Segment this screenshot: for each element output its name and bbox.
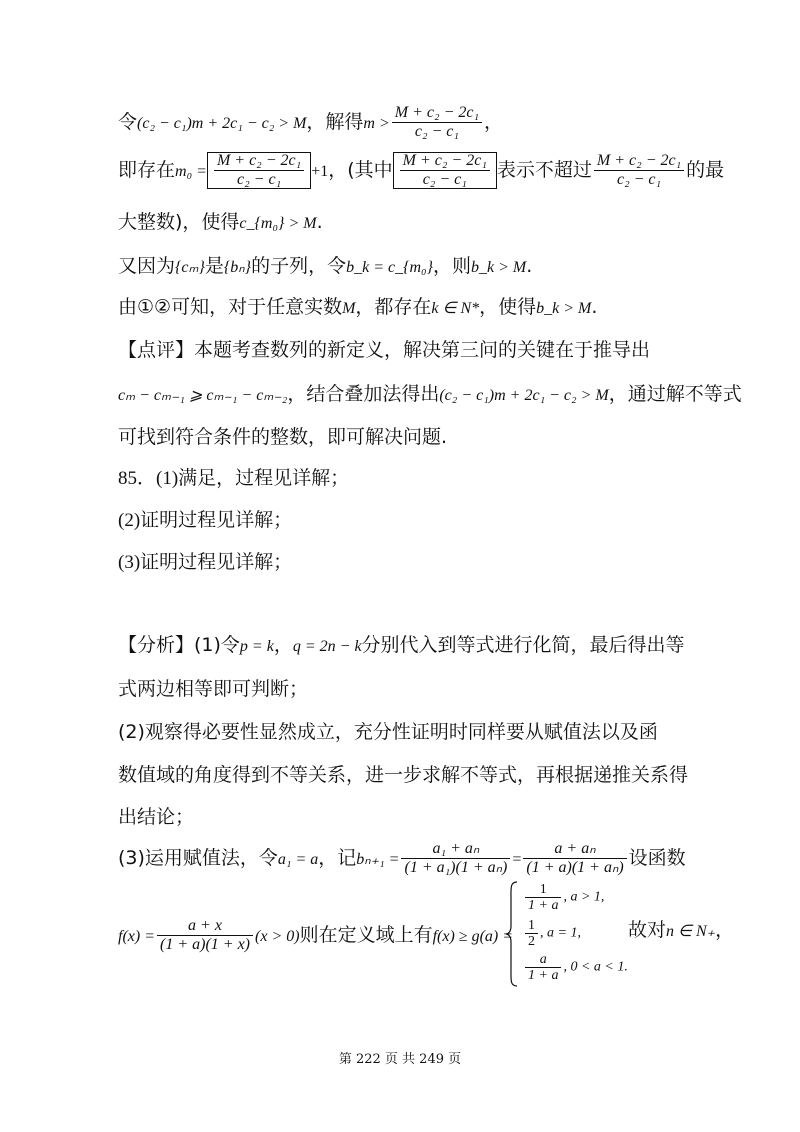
- case-condition: , 0 < a < 1.: [563, 959, 628, 975]
- text-fragment: 又因为: [118, 255, 176, 277]
- fraction-denominator: c₂ − c₁: [422, 171, 467, 188]
- text-fragment: 表示不超过: [496, 159, 592, 181]
- fraction-numerator: a₁ + aₙ: [401, 840, 510, 859]
- fraction-denominator: 1 + a: [528, 898, 559, 913]
- text-line-14: [118, 719, 658, 745]
- text-fragment: (2)观察得必要性显然成立，充分性证明时同样要从赋值法以及函: [118, 721, 658, 743]
- text-fragment: ，解得: [306, 111, 364, 133]
- text-fragment: ，通过解不等式: [608, 383, 742, 405]
- fraction-numerator: M + c₂ − 2c₁: [214, 152, 304, 171]
- math-expression: m₀ =: [175, 163, 207, 180]
- math-floor-bracket: [207, 152, 311, 189]
- text-fragment: 令: [118, 111, 138, 133]
- question-number: 85．(1): [118, 468, 179, 489]
- text-fragment: .: [316, 211, 323, 233]
- part-number: (3): [118, 552, 141, 573]
- text-line-10: [118, 507, 292, 534]
- text-line-2: [118, 152, 724, 189]
- text-fragment: .: [526, 255, 533, 277]
- text-fragment: ，结合叠加法得出: [287, 383, 440, 405]
- text-fragment: 分别代入到等式进行化简，最后得出等: [361, 634, 685, 656]
- text-line-13: [118, 676, 308, 702]
- fraction-denominator: c₂ − c₁: [616, 171, 662, 188]
- fraction-numerator: M + c₂ − 2c₁: [594, 152, 684, 171]
- math-expression: n ∈ N₊: [666, 923, 716, 940]
- text-fragment: 则在定义域上有: [299, 924, 433, 946]
- math-inequality: b_k > M: [471, 259, 527, 276]
- brace-icon: [505, 880, 519, 988]
- math-fraction: [392, 104, 482, 141]
- math-expression: =: [512, 851, 522, 868]
- fraction-numerator: a + x: [157, 917, 253, 936]
- math-fraction: [525, 882, 561, 913]
- math-set: {bₙ}: [223, 259, 252, 276]
- fraction-denominator: 2: [528, 934, 535, 949]
- math-inequality: (c₂ − c₁)m + 2c₁ − c₂ > M: [137, 115, 307, 132]
- math-expression: +1: [311, 163, 329, 180]
- text-line-16: [118, 804, 194, 830]
- text-fragment: 故对: [628, 919, 667, 941]
- text-line-9: [118, 465, 349, 492]
- math-floor-bracket: [393, 152, 497, 189]
- math-fraction: [525, 918, 538, 949]
- fraction-denominator: (1 + a₁)(1 + aₙ): [404, 859, 508, 876]
- math-inequality: cₘ − cₘ₋₁ ⩾ cₘ₋₁ − cₘ₋₂: [118, 387, 288, 404]
- math-set: {cₘ}: [175, 259, 205, 276]
- fraction-denominator: 1 + a: [528, 968, 559, 983]
- math-expression: p = k: [239, 638, 274, 655]
- text-fragment: 可找到符合条件的整数，即可解决问题.: [118, 426, 448, 448]
- text-fragment: ，: [484, 111, 504, 133]
- fraction-numerator: M + c₂ − 2c₁: [400, 152, 490, 171]
- piecewise-function: [505, 880, 628, 988]
- text-fragment: 式两边相等即可判断；: [118, 678, 309, 700]
- text-line-11: [118, 549, 292, 576]
- math-inequality: (c₂ − c₁)m + 2c₁ − c₂ > M: [439, 387, 609, 404]
- math-expression: k ∈ N*: [431, 300, 480, 317]
- fraction-numerator: 1: [525, 882, 561, 898]
- text-fragment: .: [591, 296, 598, 318]
- math-expression: bₙ₊₁ =: [356, 851, 400, 868]
- fraction-numerator: a + aₙ: [523, 840, 626, 859]
- text-fragment: ，使得: [479, 296, 537, 318]
- case-row-2: [523, 918, 581, 949]
- text-fragment: 数值域的角度得到不等关系，进一步求解不等式，再根据递推关系得: [118, 764, 689, 786]
- math-inequality: c_{m₀} > M: [239, 215, 317, 232]
- text-line-18-end: [628, 917, 734, 945]
- text-fragment: ，: [715, 919, 735, 941]
- case-condition: , a = 1,: [540, 925, 581, 941]
- text-fragment: 由①②可知，对于任意实数: [118, 296, 343, 318]
- text-line-17: [118, 840, 686, 877]
- page-footer: 第 222 页 共 249 页: [338, 1052, 462, 1067]
- text-line-5: [118, 294, 597, 322]
- text-line-12: [118, 632, 685, 660]
- case-condition: , a > 1,: [563, 889, 605, 905]
- text-line-4: [118, 253, 532, 281]
- math-fraction: [594, 152, 684, 189]
- text-line-8: [118, 424, 447, 450]
- math-fraction: [157, 917, 253, 954]
- math-expression: (x > 0): [255, 928, 300, 945]
- math-expression: f(x) =: [118, 928, 155, 945]
- math-expression: m >: [363, 115, 390, 132]
- fraction-denominator: (1 + a)(1 + aₙ): [526, 859, 624, 876]
- math-fraction: [400, 152, 490, 189]
- math-expression: a₁ = a: [277, 851, 319, 868]
- fraction-numerator: 1: [525, 918, 538, 934]
- fraction-denominator: (1 + a)(1 + x): [160, 936, 251, 953]
- math-expression: q = 2n − k: [292, 638, 362, 655]
- text-fragment: 的最: [686, 159, 725, 181]
- math-inequality: b_k > M: [536, 300, 592, 317]
- case-row-1: [523, 882, 604, 913]
- part-number: (2): [118, 510, 141, 531]
- text-fragment: 证明过程见详解；: [140, 551, 293, 573]
- text-line-7: [118, 381, 742, 409]
- text-line-3: [118, 209, 323, 237]
- text-fragment: 的子列，令: [251, 255, 347, 277]
- math-fraction: [401, 840, 510, 877]
- fraction-denominator: c₂ − c₁: [414, 123, 459, 140]
- fraction-denominator: c₂ − c₁: [237, 171, 282, 188]
- math-expression: b_k = c_{m₀}: [346, 259, 434, 276]
- text-fragment: ，记: [318, 847, 357, 869]
- text-line-6: [118, 337, 650, 363]
- analysis-heading: 【分析】(1)令: [118, 634, 240, 656]
- text-fragment: 证明过程见详解；: [140, 509, 293, 531]
- comment-heading: 【点评】本题考查数列的新定义，解决第三问的关键在于推导出: [118, 339, 651, 361]
- text-line-15: [118, 762, 688, 788]
- text-fragment: 设函数: [628, 847, 686, 869]
- text-fragment: ，都存在: [355, 296, 432, 318]
- text-fragment: 出结论；: [118, 806, 195, 828]
- math-expression: f(x) ≥ g(a) =: [432, 928, 514, 945]
- math-fraction: [214, 152, 304, 189]
- fraction-numerator: a: [525, 952, 561, 968]
- math-fraction: [523, 840, 626, 877]
- text-line-18: [118, 917, 513, 954]
- math-symbol: M: [342, 300, 356, 317]
- case-row-3: [523, 952, 628, 983]
- text-fragment: ，: [273, 634, 293, 656]
- text-line-1: [118, 104, 503, 141]
- fraction-numerator: M + c₂ − 2c₁: [392, 104, 482, 123]
- text-fragment: 是: [204, 255, 224, 277]
- text-fragment: ，则: [433, 255, 472, 277]
- text-fragment: ，(其中: [328, 159, 393, 181]
- text-fragment: 满足，过程见详解；: [178, 467, 350, 489]
- text-fragment: 即存在: [118, 159, 176, 181]
- text-fragment: (3)运用赋值法，令: [118, 847, 278, 869]
- text-fragment: 大整数)，使得: [118, 211, 240, 233]
- math-fraction: [525, 952, 561, 983]
